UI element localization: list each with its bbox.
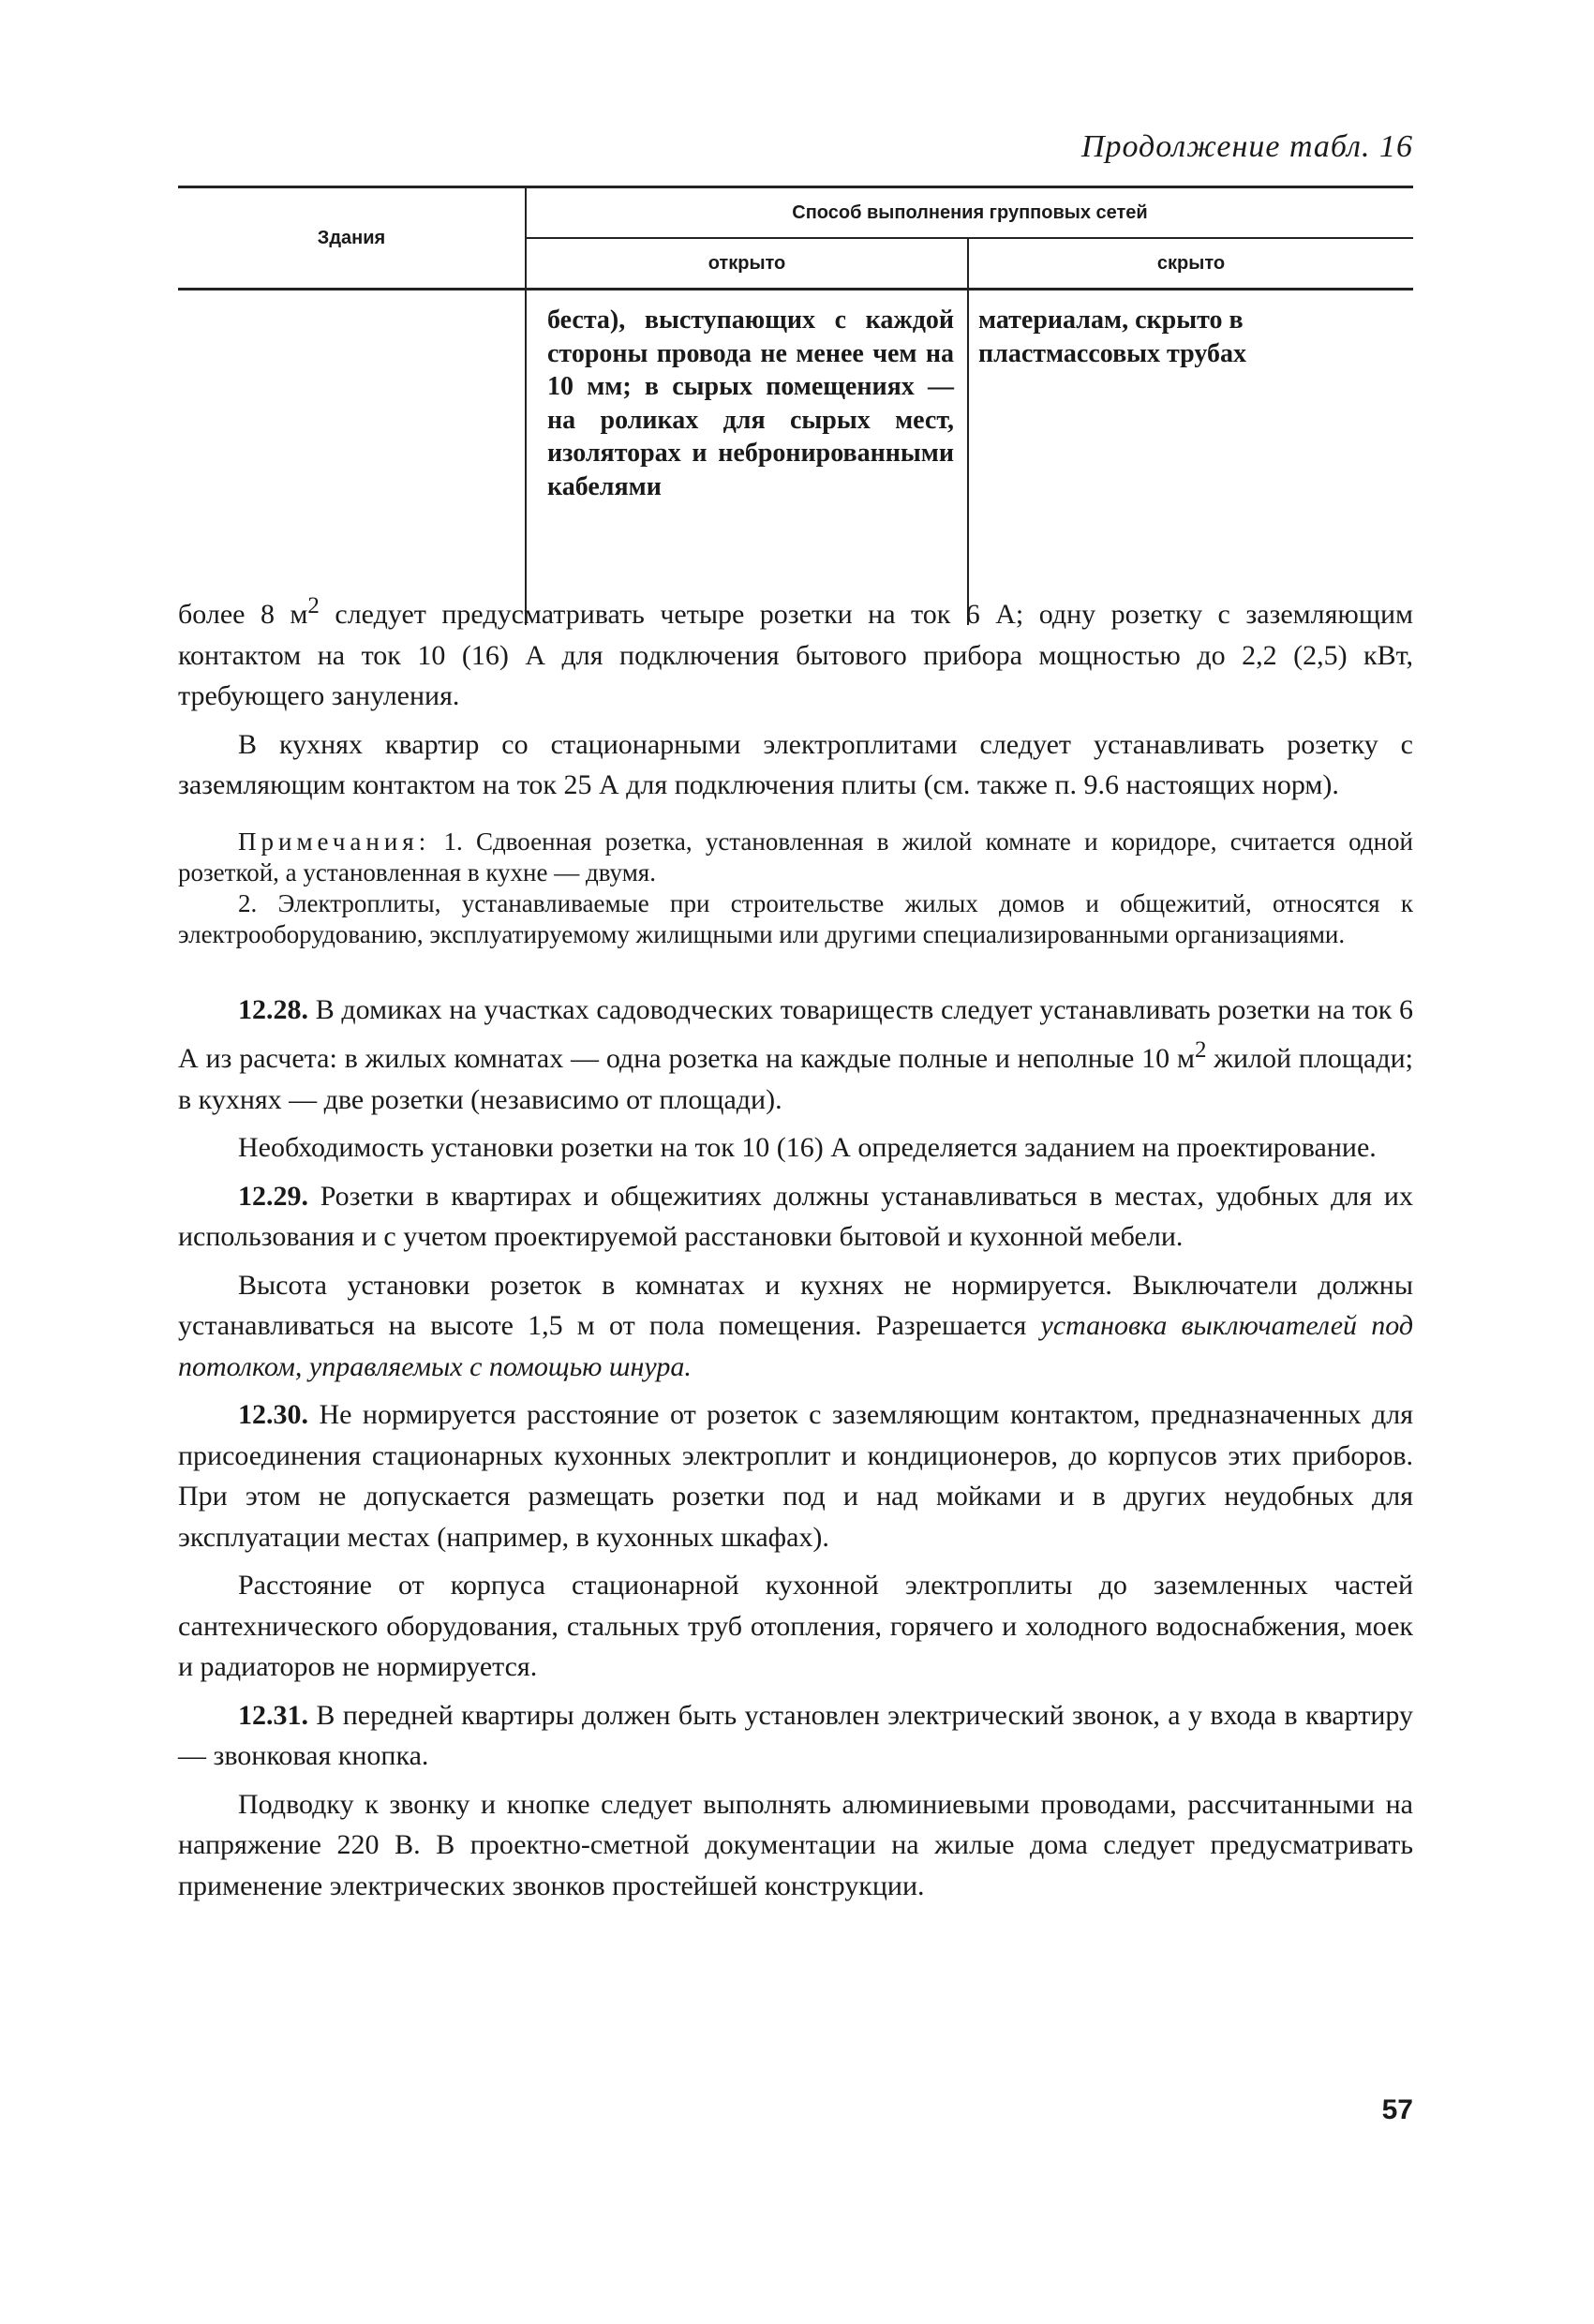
page-number: 57 [1381, 2094, 1413, 2125]
note-2: 2. Электроплиты, устанавливаемые при строительстве жилых домов и общежитий, относятся к электрооборудованию, эксплуатируемому жилищными или другими специализированными организациями. [178, 888, 1413, 948]
paragraph-stove-distance: Расстояние от корпуса стационарной кухонной электроплиты до заземленных частей сантехнического оборудования, стальных труб отопления, горячего и холодного водоснабжения, моек и радиаторов не нормируется. [178, 1570, 1413, 1682]
clause-number: 12.30. [238, 1399, 308, 1430]
column-header-open: открыто [526, 238, 968, 290]
notes-block [178, 827, 1413, 950]
paragraph-electric-stoves: В кухнях квартир со стационарными электроплитами следует устанавливать розетку с заземляющим контактом на ток 25 А для подключения плиты (см. также п. 9.6 настоящих норм). [178, 728, 1413, 800]
main-text [178, 586, 1413, 1914]
paragraph-doorbell-wiring: Подводку к звонку и кнопке следует выполнять алюминиевыми проводами, рассчитанными на напряжение 220 В. В проектно-сметной документации на жилые дома следует предусматривать применение электрических звонков простейшей конструкции. [178, 1788, 1413, 1901]
table-row [178, 290, 1413, 625]
clause-12-31: 12.31. В передней квартиры должен быть установлен электрический звонок, а у входа в квартиру — звонковая кнопка. [178, 1699, 1413, 1771]
cell-open-wiring: беста), выступающих с каждой стороны провода не менее чем на 10 мм; в сырых помещениях — на роликах для сырых мест, изоляторах и небронированными кабелями [526, 290, 968, 625]
clause-number: 12.29. [238, 1180, 308, 1212]
clause-number: 12.31. [238, 1699, 308, 1731]
clause-number: 12.28. [238, 993, 308, 1025]
column-header-buildings: Здания [178, 187, 526, 290]
paragraph-sockets-kitchen: более 8 $м^2$ следует предусматривать четыре розетки на ток 6 А; одну розетку с заземляющим контактом на ток 10 (16) А для подключения бытового прибора мощностью до 2,2 (2,5) кВт, требующего зануления. [178, 593, 1413, 711]
clause-12-30: 12.30. Не нормируется расстояние от розеток с заземляющим контактом, предназначенных для присоединения стационарных кухонных электроплит и кондиционеров, до корпусов этих приборов. При этом не допускается размещать розетки под и над мойками и в других неудобных для эксплуатации местах (например, в кухонных шкафах). [178, 1399, 1413, 1553]
cell-hidden-wiring: материалам, скрыто в пластмассовых трубах [978, 305, 1246, 368]
cell-building [178, 290, 526, 625]
notes-label: Примечания: [238, 827, 431, 856]
column-header-wiring-method: Способ выполнения групповых сетей [526, 187, 1413, 239]
table-continuation-header: Продолжение табл. 16 [1080, 129, 1413, 164]
note-1: Примечания: 1. Сдвоенная розетка, установленная в жилой комнате и коридоре, считается одной розеткой, а установленная в кухне — двумя. [178, 827, 1413, 886]
paragraph-socket-height: Высота установки розеток в комнатах и кухнях не нормируется. Выключатели должны устанавливаться на высоте 1,5 м от пола помещения. Разрешается установка выключателей под потолком, управляемых с помощью шнура. [178, 1269, 1413, 1382]
clause-12-29: 12.29. Розетки в квартирах и общежитиях должны устанавливаться в местах, удобных для их использования и с учетом проектируемой расстановки бытовой и кухонной мебели. [178, 1180, 1413, 1252]
paragraph-socket-need: Необходимость установки розетки на ток 10 (16) А определяется заданием на проектирование. [238, 1132, 1377, 1163]
column-header-hidden: скрыто [968, 238, 1413, 290]
clause-12-28: 12.28. В домиках на участках садоводческих товариществ следует устанавливать розетки на ток 6 А из расчета: в жилых комнатах — одна розетка на каждые полные и неполные 10 $м^2$ жилой площади; в кухнях — две розетки (независимо от площади). [178, 993, 1413, 1115]
wiring-method-table [178, 186, 1413, 625]
